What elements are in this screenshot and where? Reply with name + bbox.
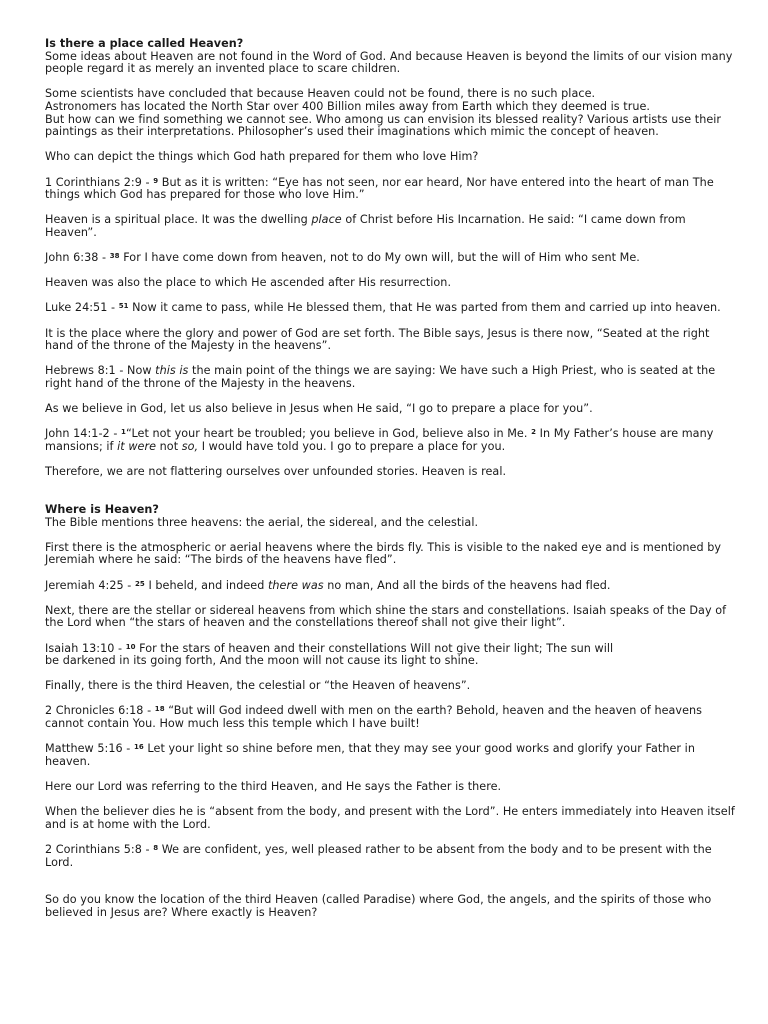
paragraph-scientists-3: But how can we find something we cannot see. Who among us can envision its blessed reality? Various artists use their paintings as their interpretations. Philosopher’s used their imaginations which mimic the concept of heaven. [45,112,722,139]
paragraph-question: Who can depict the things which God hath prepared for them who love Him? [45,150,479,164]
verse-text: no man, And all the birds of the heavens had fled. [323,578,611,592]
verse-number: 2 [531,428,536,437]
verse-text: be darkened in its going forth, And the moon will not cause its light to shine. [45,654,479,668]
emphasis: it were [117,440,157,453]
verse-text: I beheld, and indeed [144,578,268,592]
emphasis: this is [155,364,189,378]
verse-number: 25 [135,579,145,588]
verse-ref: 1 Corinthians 2:9 - [45,175,154,189]
paragraph-spiritual-place [45,214,735,239]
verse-number: 9 [153,176,159,185]
verse-text: Now it came to pass, while He blessed them, that He was parted from them and carried up into heaven. [128,301,721,315]
verse-number: 1 [121,428,126,437]
document-page [45,38,735,920]
section-heading-place-called-heaven: Is there a place called Heaven? [45,37,244,50]
paragraph-final-question: So do you know the location of the third Heaven (called Paradise) where God, the angels, and the spirits of those who believed in Jesus are? Where exactly is Heaven? [45,893,712,919]
paragraph-third-heaven: Finally, there is the third Heaven, the celestial or “the Heaven of heavens”. [45,679,471,693]
verse-1-corinthians-2-9 [45,177,735,202]
verse-text: But as it is written: “Eye has not seen, nor ear heard, Nor have entered into the heart of man The things which God has prepared for those who love Him.” [45,175,714,202]
verse-matthew-5-16 [45,743,735,768]
verse-hebrews-8-1 [45,365,735,390]
paragraph-conclusion: Therefore, we are not flattering ourselves over unfounded stories. Heaven is real. [45,465,507,479]
verse-number: 38 [109,252,120,261]
paragraph-glory: It is the place where the glory and power of God are set forth. The Bible says, Jesus is there now, “Seated at the right hand of the throne of the Majesty in the heavens”. [45,326,710,353]
verse-text: We are confident, yes, well pleased rather to be absent from the body and to be present with the Lord. [45,843,712,869]
paragraph-believe: As we believe in God, let us also believe in Jesus when He said, “I go to prepare a place for you”. [45,402,593,416]
verse-ref: Isaiah 13:10 - [45,641,126,655]
verse-number: 8 [153,844,159,852]
emphasis: place [311,213,342,227]
paragraph-lord-referring: Here our Lord was referring to the third Heaven, and He says the Father is there. [45,780,502,794]
paragraph-scientists-1: Some scientists have concluded that because Heaven could not be found, there is no such place. [45,87,596,101]
verse-2-corinthians-5-8 [45,844,735,869]
verse-text: In My Father’s house are many mansions; if [45,427,714,453]
verse-ref: John 14:1-2 - [45,427,122,441]
emphasis: there was [267,578,324,592]
verse-number: 18 [154,705,165,714]
verse-ref: Hebrews 8:1 - Now [45,364,156,378]
text-run: Heaven is a spiritual place. It was the dwelling [45,213,312,227]
verse-2-chronicles-6-18 [45,705,735,730]
verse-text: I would have told you. I go to prepare a place for you. [198,440,506,453]
paragraph-scientists-2: Astronomers has located the North Star over 400 Billion miles away from Earth which they deemed is true. [45,99,651,113]
verse-text: “But will God indeed dwell with men on the earth? Behold, heaven and the heaven of heavens cannot contain You. How much less this temple which I have built! [45,704,703,731]
verse-ref: John 6:38 - [45,251,110,265]
paragraph-ascended: Heaven was also the place to which He ascended after His resurrection. [45,276,452,290]
verse-text: For I have come down from heaven, not to do My own will, but the will of Him who sent Me. [119,251,640,265]
emphasis: so, [181,440,199,453]
paragraph-intro: Some ideas about Heaven are not found in the Word of God. And because Heaven is beyond the limits of our vision many people regard it as merely an invented place to scare children. [45,49,733,76]
verse-text: the main point of the things we are saying: We have such a High Priest, who is seated at the right hand of the throne of the Majesty in the heavens. [45,364,716,391]
paragraph-first-heaven: First there is the atmospheric or aerial heavens where the birds fly. This is visible to the naked eye and is mentioned by Jeremiah where he said: “The birds of the heavens have fled”. [45,540,722,567]
paragraph-three-heavens: The Bible mentions three heavens: the aerial, the sidereal, and the celestial. [45,515,479,529]
verse-john-6-38 [45,252,735,265]
verse-text: “Let not your heart be troubled; you believe in God, believe also in Me. [125,427,532,441]
verse-text: For the stars of heaven and their constellations Will not give their light; The sun will [135,641,614,655]
verse-jeremiah-4-25 [45,580,735,593]
verse-ref: Jeremiah 4:25 - [45,578,135,592]
text-run: of Christ before His Incarnation. He said: “I came down from Heaven”. [45,213,686,239]
section-heading-where-is-heaven: Where is Heaven? [45,502,159,516]
verse-text: not [156,440,182,453]
verse-ref: Matthew 5:16 - [45,742,134,756]
verse-luke-24-51 [45,302,735,315]
verse-ref: 2 Corinthians 5:8 - [45,843,154,856]
paragraph-believer-dies: When the believer dies he is “absent from the body, and present with the Lord”. He enters immediately into Heaven itself and is at home with the Lord. [45,805,735,831]
paragraph-next-heaven: Next, there are the stellar or sidereal heavens from which shine the stars and constellations. Isaiah speaks of the Day of the Lord when “the stars of heaven and the constellations thereof shall not give their light”. [45,603,727,630]
verse-john-14-1-2 [45,428,735,453]
verse-isaiah-13-10 [45,643,735,668]
verse-number: 16 [133,743,144,752]
verse-text: Let your light so shine before men, that they may see your good works and glorify your Father in heaven. [45,742,695,768]
verse-number: 51 [118,302,129,311]
verse-number: 10 [125,642,136,651]
verse-ref: 2 Chronicles 6:18 - [45,704,155,718]
verse-ref: Luke 24:51 - [45,301,119,315]
